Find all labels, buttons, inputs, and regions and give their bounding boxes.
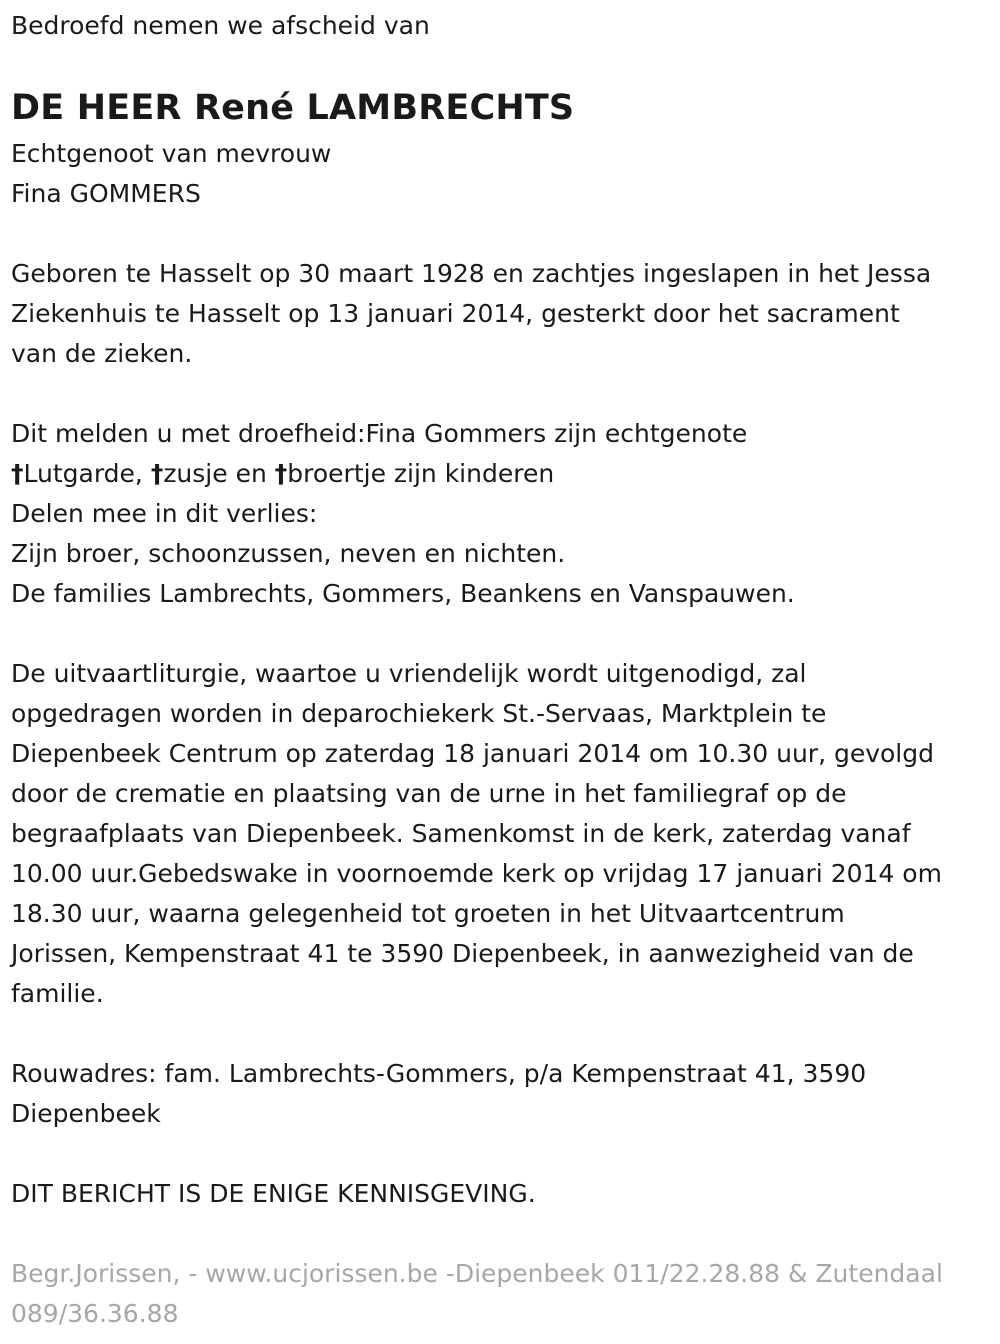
- paragraph-line: 10.00 uur.Gebedswake in voornoemde kerk op vrijdag 17 januari 2014 om: [11, 859, 942, 888]
- address-paragraph: [11, 1054, 988, 1134]
- only-notice-text: DIT BERICHT IS DE ENIGE KENNISGEVING.: [11, 1179, 536, 1208]
- announce-line: Dit melden u met droefheid:Fina Gommers zijn echtgenote: [11, 419, 748, 448]
- deceased-name: DE HEER René LAMBRECHTS: [11, 88, 575, 128]
- paragraph-line: begraafplaats van Diepenbeek. Samenkomst in de kerk, zaterdag vanaf: [11, 819, 911, 848]
- paragraph-line: van de zieken.: [11, 339, 193, 368]
- footer-line: 089/36.36.88: [11, 1299, 179, 1328]
- relatives-line: Zijn broer, schoonzussen, neven en nichten.: [11, 539, 566, 568]
- paragraph-line: 18.30 uur, waarna gelegenheid tot groeten in het Uitvaartcentrum: [11, 899, 845, 928]
- paragraph-line: familie.: [11, 979, 104, 1008]
- paragraph-line: Ziekenhuis te Hasselt op 13 januari 2014, gesterkt door het sacrament: [11, 299, 900, 328]
- only-notice-paragraph: [11, 1174, 988, 1214]
- paragraph-line: De uitvaartliturgie, waartoe u vriendelijk wordt uitgenodigd, zal: [11, 659, 807, 688]
- paragraph-line: Diepenbeek: [11, 1099, 161, 1128]
- share-line: Delen mee in dit verlies:: [11, 499, 318, 528]
- paragraph-line: Diepenbeek Centrum op zaterdag 18 januari 2014 om 10.30 uur, gevolgd: [11, 739, 934, 768]
- funeral-paragraph: [11, 654, 988, 1014]
- children-line: [11, 454, 988, 494]
- spouse-line: Echtgenoot van mevrouw: [11, 139, 332, 168]
- child-name: zusje en: [163, 459, 275, 488]
- cross-icon: †: [150, 459, 164, 488]
- child-name: Lutgarde,: [23, 459, 151, 488]
- cross-icon: †: [11, 459, 24, 488]
- paragraph-line: Geboren te Hasselt op 30 maart 1928 en zachtjes ingeslapen in het Jessa: [11, 259, 932, 288]
- families-line: De families Lambrechts, Gommers, Beankens en Vanspauwen.: [11, 579, 795, 608]
- child-name: broertje zijn kinderen: [287, 459, 555, 488]
- birth-death-paragraph: [11, 254, 988, 374]
- intro-text: Bedroefd nemen we afscheid van: [11, 11, 430, 40]
- paragraph-line: Rouwadres: fam. Lambrechts-Gommers, p/a Kempenstraat 41, 3590: [11, 1059, 867, 1088]
- paragraph-line: opgedragen worden in deparochiekerk St.-Servaas, Marktplein te: [11, 699, 827, 728]
- paragraph-line: door de crematie en plaatsing van de urne in het familiegraf op de: [11, 779, 847, 808]
- funeral-home-footer: [11, 1254, 988, 1334]
- cross-icon: †: [274, 459, 288, 488]
- footer-line: Begr.Jorissen, - www.ucjorissen.be -Diepenbeek 011/22.28.88 & Zutendaal: [11, 1259, 943, 1288]
- spouse-name: Fina GOMMERS: [11, 179, 201, 208]
- family-paragraph: [11, 414, 988, 614]
- paragraph-line: Jorissen, Kempenstraat 41 te 3590 Diepenbeek, in aanwezigheid van de: [11, 939, 914, 968]
